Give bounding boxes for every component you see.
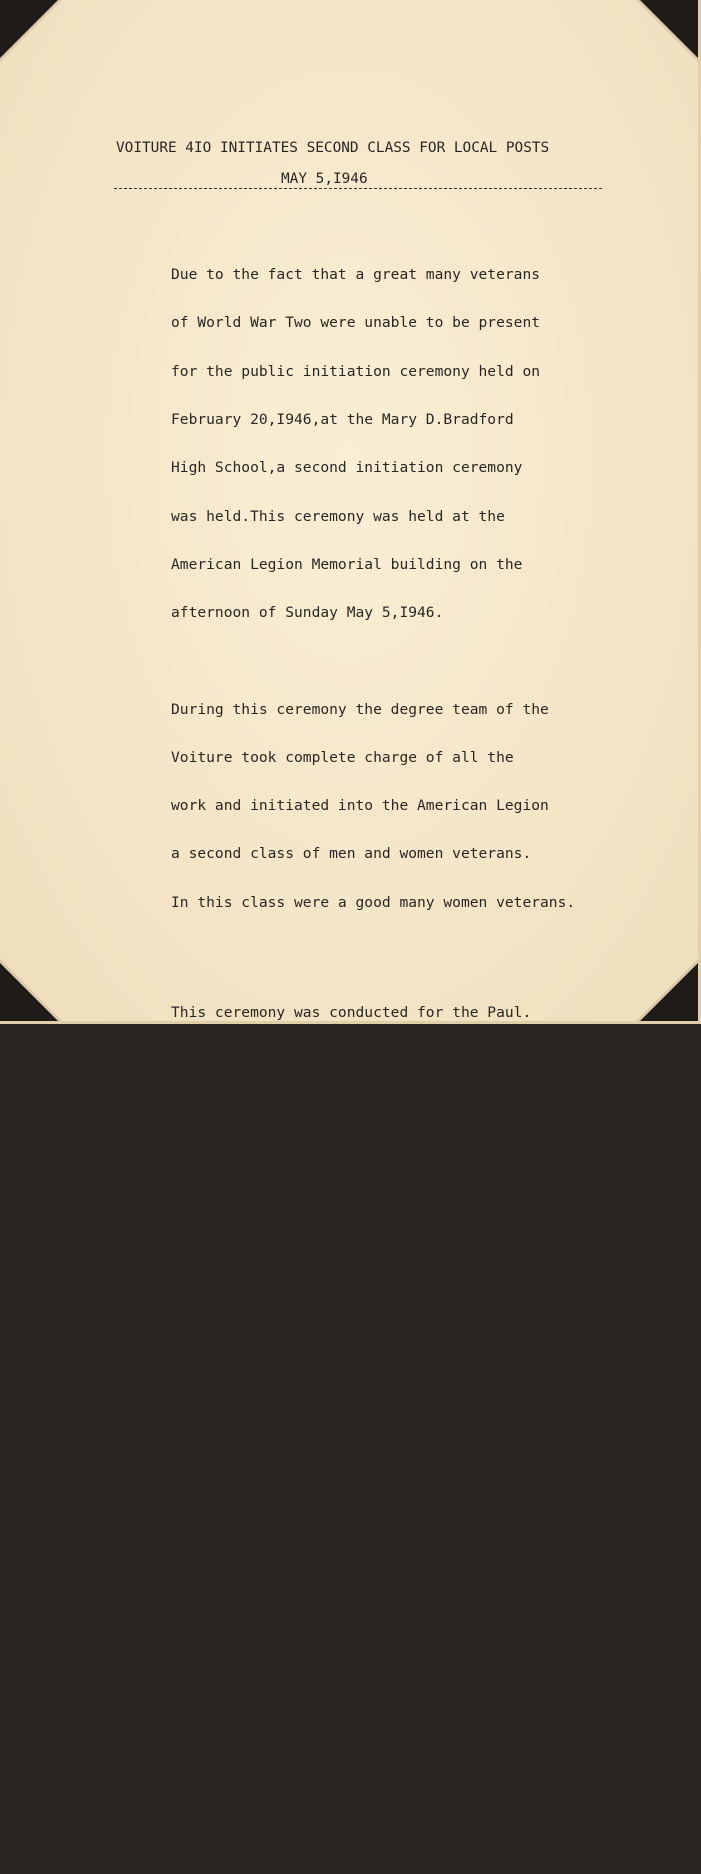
document-title: VOITURE 4IO INITIATES SECOND CLASS FOR LOCAL POSTS <box>116 140 550 156</box>
photo-corner-top-left <box>0 0 58 58</box>
paragraph-line: following page on this activity. <box>171 1824 453 1842</box>
paragraph-line: talk was given the new Leginnnaires by the <box>171 1342 541 1360</box>
paragraph-line: afternoon of Sunday May 5,I946. <box>171 604 444 622</box>
paragraph-line: team had completed its work a most inspiring <box>171 1293 558 1311</box>
paragraph-line: In this class were a good many women veterans. <box>171 893 576 911</box>
paragraph-6 <box>171 1745 631 1874</box>
paragraph-5 <box>171 1504 631 1729</box>
paragraph-line: During this ceremony the degree team of the <box>171 700 549 718</box>
paragraph-line: American Legion Memorial building on the <box>171 555 523 573</box>
paragraph-line: being filled to capacity.After the degree <box>171 1245 532 1263</box>
paragraph-3 <box>171 973 631 1150</box>
paragraph-line: from the new Legionnaires who were initiated. <box>171 1679 567 1697</box>
paragraph-line: A newspaper story clipping is attached to the <box>171 1776 567 1794</box>
paragraph-4 <box>171 1166 631 1488</box>
paragraph-line: of World War Two were unable to be present <box>171 314 541 332</box>
date-underline <box>114 188 602 189</box>
paragraph-line: Many Kenoshan's were present,the auditorium <box>171 1197 549 1215</box>
paragraph-line: Many fine remarks were heard after the meeting <box>171 1535 576 1553</box>
paragraph-line: regarding the manner on which the ceremony <box>171 1583 541 1601</box>
paragraph-line: for the public initiation ceremony held on <box>171 362 541 380</box>
photo-corner-bottom-right <box>640 963 698 1021</box>
paragraph-2 <box>171 669 631 943</box>
paragraph-line: Due to the fact that a great many veterans <box>171 266 541 284</box>
paragraph-line: February 20,I946,at the Mary D.Bradford <box>171 411 514 429</box>
document-date: MAY 5,I946 <box>281 171 368 187</box>
paragraph-line: was held.This ceremony was held at the <box>171 507 505 525</box>
paragraph-line: High School,a second initiation ceremony <box>171 459 523 477</box>
paragraph-line: a Voyageur of Voiture 4IO. <box>171 1438 400 1456</box>
document-body <box>171 235 631 1874</box>
paragraph-line: This ceremony was conducted for the Paul. <box>171 1004 532 1022</box>
paragraph-line: District Vice Commander Ralph.Alderson,himself <box>171 1390 576 1408</box>
paragraph-1 <box>171 235 631 653</box>
paragraph-line: Voiture took complete charge of all the <box>171 748 514 766</box>
paragraph-line: was conducted,most of the compliments coming <box>171 1631 558 1649</box>
paragraph-line: work and initiated into the American Legion <box>171 797 549 815</box>
paragraph-line: Herrick Post number 429,composed entirely <box>171 1052 532 1070</box>
paragraph-line: a second class of men and women veterans. <box>171 845 532 863</box>
paragraph-line: of veterand of world war two. <box>171 1100 426 1118</box>
